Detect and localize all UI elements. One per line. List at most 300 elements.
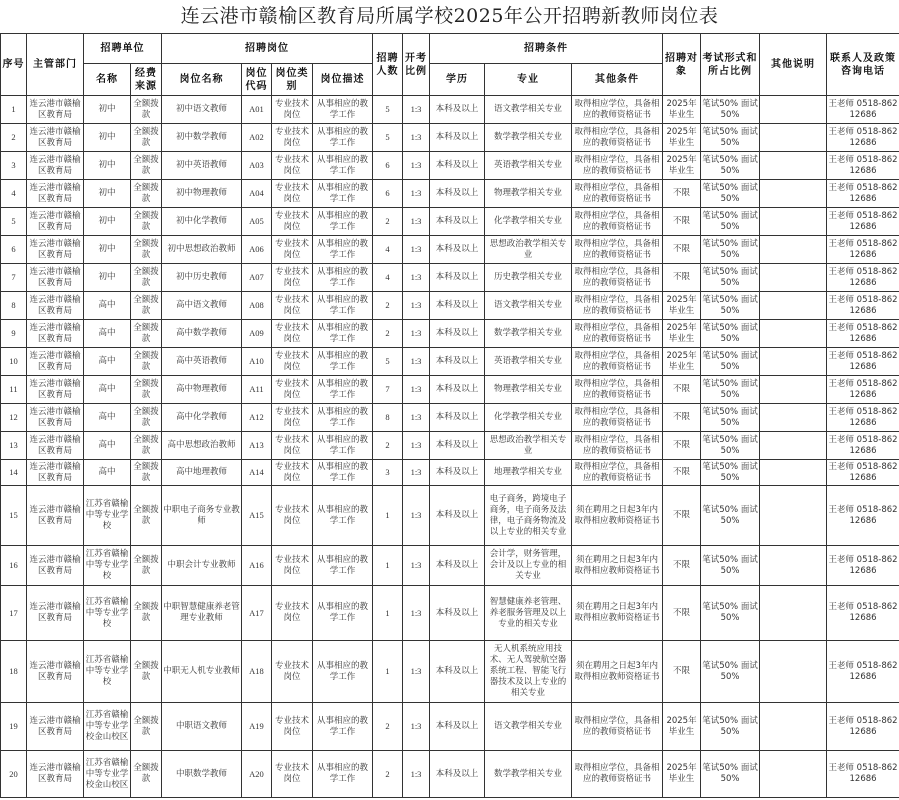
- cell-post-code: A13: [242, 432, 272, 460]
- cell-unit: 高中: [84, 348, 131, 376]
- cell-ratio: 1:3: [403, 348, 430, 376]
- cell-post-name: 中职智慧健康养老管理专业教师: [162, 586, 242, 641]
- cell-education: 本科及以上: [430, 641, 485, 703]
- cell-post-desc: 从事相应的教学工作: [313, 208, 373, 236]
- cell-post-name: 高中英语教师: [162, 348, 242, 376]
- cell-target: 不限: [663, 460, 701, 486]
- cell-dept: 连云港市赣榆区教育局: [27, 292, 84, 320]
- cell-target: 不限: [663, 236, 701, 264]
- cell-post-type: 专业技术岗位: [272, 432, 313, 460]
- cell-education: 本科及以上: [430, 751, 485, 798]
- cell-post-name: 高中地理教师: [162, 460, 242, 486]
- cell-dept: 连云港市赣榆区教育局: [27, 641, 84, 703]
- cell-funding: 全额拨款: [131, 432, 162, 460]
- cell-dept: 连云港市赣榆区教育局: [27, 124, 84, 152]
- cell-contact: 王老师 0518-86212686: [827, 641, 899, 703]
- cell-ratio: 1:3: [403, 152, 430, 180]
- cell-dept: 连云港市赣榆区教育局: [27, 586, 84, 641]
- cell-post-code: A02: [242, 124, 272, 152]
- cell-education: 本科及以上: [430, 180, 485, 208]
- cell-count: 1: [373, 641, 403, 703]
- cell-funding: 全额拨款: [131, 180, 162, 208]
- table-row: [1, 751, 899, 798]
- cell-post-type: 专业技术岗位: [272, 96, 313, 124]
- cell-post-code: A17: [242, 586, 272, 641]
- cell-dept: 连云港市赣榆区教育局: [27, 376, 84, 404]
- table-row: [1, 292, 899, 320]
- cell-funding: 全额拨款: [131, 236, 162, 264]
- table-row: [1, 124, 899, 152]
- cell-notes: [760, 292, 827, 320]
- cell-exam: 笔试50% 面试50%: [701, 264, 760, 292]
- cell-ratio: 1:3: [403, 404, 430, 432]
- cell-dept: 连云港市赣榆区教育局: [27, 546, 84, 586]
- cell-education: 本科及以上: [430, 486, 485, 546]
- cell-major: 英语教学相关专业: [485, 152, 572, 180]
- cell-other-cond: 取得相应学位，具备相应的教师资格证书: [572, 152, 663, 180]
- cell-post-type: 专业技术岗位: [272, 486, 313, 546]
- cell-post-desc: 从事相应的教学工作: [313, 703, 373, 751]
- cell-post-type: 专业技术岗位: [272, 703, 313, 751]
- cell-seq: 11: [1, 376, 27, 404]
- cell-seq: 18: [1, 641, 27, 703]
- cell-exam: 笔试50% 面试50%: [701, 586, 760, 641]
- table-row: [1, 703, 899, 751]
- cell-post-name: 初中历史教师: [162, 264, 242, 292]
- cell-other-cond: 取得相应学位，具备相应的教师资格证书: [572, 236, 663, 264]
- cell-other-cond: 须在聘用之日起3年内取得相应教师资格证书: [572, 641, 663, 703]
- cell-count: 2: [373, 208, 403, 236]
- cell-count: 1: [373, 546, 403, 586]
- table-row: [1, 460, 899, 486]
- cell-other-cond: 取得相应学位，具备相应的教师资格证书: [572, 703, 663, 751]
- cell-contact: 王老师 0518-86212686: [827, 124, 899, 152]
- cell-other-cond: 取得相应学位，具备相应的教师资格证书: [572, 404, 663, 432]
- cell-unit: 初中: [84, 264, 131, 292]
- cell-seq: 13: [1, 432, 27, 460]
- cell-major: 物理教学相关专业: [485, 180, 572, 208]
- header-education: 学历: [430, 64, 485, 96]
- header-post-type: 岗位类别: [272, 64, 313, 96]
- cell-ratio: 1:3: [403, 546, 430, 586]
- cell-post-desc: 从事相应的教学工作: [313, 376, 373, 404]
- cell-target: 不限: [663, 546, 701, 586]
- cell-post-code: A05: [242, 208, 272, 236]
- cell-post-type: 专业技术岗位: [272, 751, 313, 798]
- cell-post-desc: 从事相应的教学工作: [313, 152, 373, 180]
- cell-notes: [760, 751, 827, 798]
- cell-unit: 高中: [84, 292, 131, 320]
- cell-post-name: 初中英语教师: [162, 152, 242, 180]
- header-unit-name: 名称: [84, 64, 131, 96]
- cell-education: 本科及以上: [430, 348, 485, 376]
- cell-post-code: A04: [242, 180, 272, 208]
- cell-funding: 全额拨款: [131, 546, 162, 586]
- cell-seq: 9: [1, 320, 27, 348]
- cell-other-cond: 取得相应学位，具备相应的教师资格证书: [572, 751, 663, 798]
- table-row: [1, 264, 899, 292]
- cell-post-type: 专业技术岗位: [272, 376, 313, 404]
- cell-count: 5: [373, 348, 403, 376]
- cell-seq: 1: [1, 96, 27, 124]
- cell-post-name: 初中语文教师: [162, 96, 242, 124]
- cell-dept: 连云港市赣榆区教育局: [27, 432, 84, 460]
- cell-contact: 王老师 0518-86212686: [827, 236, 899, 264]
- cell-notes: [760, 96, 827, 124]
- cell-contact: 王老师 0518-86212686: [827, 751, 899, 798]
- cell-post-code: A19: [242, 703, 272, 751]
- header-seq: 序号: [1, 34, 27, 96]
- cell-dept: 连云港市赣榆区教育局: [27, 348, 84, 376]
- cell-other-cond: 取得相应学位，具备相应的教师资格证书: [572, 348, 663, 376]
- cell-other-cond: 取得相应学位，具备相应的教师资格证书: [572, 320, 663, 348]
- cell-count: 6: [373, 152, 403, 180]
- cell-seq: 8: [1, 292, 27, 320]
- cell-count: 1: [373, 486, 403, 546]
- cell-exam: 笔试50% 面试50%: [701, 124, 760, 152]
- cell-notes: [760, 586, 827, 641]
- cell-post-desc: 从事相应的教学工作: [313, 180, 373, 208]
- cell-seq: 16: [1, 546, 27, 586]
- cell-contact: 王老师 0518-86212686: [827, 486, 899, 546]
- cell-count: 3: [373, 460, 403, 486]
- header-exam: 考试形式和所占比例: [701, 34, 760, 96]
- cell-ratio: 1:3: [403, 586, 430, 641]
- cell-contact: 王老师 0518-86212686: [827, 208, 899, 236]
- cell-unit: 高中: [84, 376, 131, 404]
- cell-post-type: 专业技术岗位: [272, 292, 313, 320]
- cell-other-cond: 须在聘用之日起3年内取得相应教师资格证书: [572, 486, 663, 546]
- cell-education: 本科及以上: [430, 96, 485, 124]
- cell-contact: 王老师 0518-86212686: [827, 703, 899, 751]
- cell-education: 本科及以上: [430, 432, 485, 460]
- cell-target: 2025年毕业生: [663, 152, 701, 180]
- cell-exam: 笔试50% 面试50%: [701, 292, 760, 320]
- cell-seq: 4: [1, 180, 27, 208]
- cell-exam: 笔试50% 面试50%: [701, 348, 760, 376]
- cell-seq: 20: [1, 751, 27, 798]
- cell-count: 5: [373, 124, 403, 152]
- cell-notes: [760, 404, 827, 432]
- cell-education: 本科及以上: [430, 586, 485, 641]
- cell-post-name: 中职电子商务专业教师: [162, 486, 242, 546]
- header-count: 招聘人数: [373, 34, 403, 96]
- cell-education: 本科及以上: [430, 264, 485, 292]
- cell-unit: 江苏省赣榆中等专业学校: [84, 546, 131, 586]
- cell-funding: 全额拨款: [131, 404, 162, 432]
- cell-contact: 王老师 0518-86212686: [827, 152, 899, 180]
- cell-exam: 笔试50% 面试50%: [701, 460, 760, 486]
- cell-funding: 全额拨款: [131, 751, 162, 798]
- cell-post-type: 专业技术岗位: [272, 320, 313, 348]
- cell-post-code: A10: [242, 348, 272, 376]
- cell-other-cond: 须在聘用之日起3年内取得相应教师资格证书: [572, 546, 663, 586]
- cell-notes: [760, 432, 827, 460]
- header-funding: 经费来源: [131, 64, 162, 96]
- cell-target: 2025年毕业生: [663, 348, 701, 376]
- cell-post-name: 初中物理教师: [162, 180, 242, 208]
- cell-major: 数学教学相关专业: [485, 124, 572, 152]
- cell-unit: 高中: [84, 460, 131, 486]
- cell-ratio: 1:3: [403, 432, 430, 460]
- cell-post-desc: 从事相应的教学工作: [313, 348, 373, 376]
- table-row: [1, 641, 899, 703]
- cell-exam: 笔试50% 面试50%: [701, 236, 760, 264]
- cell-funding: 全额拨款: [131, 320, 162, 348]
- header-post-code: 岗位代码: [242, 64, 272, 96]
- cell-post-code: A15: [242, 486, 272, 546]
- cell-seq: 14: [1, 460, 27, 486]
- cell-notes: [760, 348, 827, 376]
- cell-post-desc: 从事相应的教学工作: [313, 546, 373, 586]
- cell-post-name: 中职无人机专业教师: [162, 641, 242, 703]
- cell-exam: 笔试50% 面试50%: [701, 320, 760, 348]
- cell-target: 2025年毕业生: [663, 124, 701, 152]
- cell-education: 本科及以上: [430, 320, 485, 348]
- cell-dept: 连云港市赣榆区教育局: [27, 236, 84, 264]
- cell-major: 语文教学相关专业: [485, 703, 572, 751]
- cell-funding: 全额拨款: [131, 586, 162, 641]
- cell-seq: 2: [1, 124, 27, 152]
- cell-contact: 王老师 0518-86212686: [827, 460, 899, 486]
- cell-ratio: 1:3: [403, 460, 430, 486]
- cell-count: 2: [373, 751, 403, 798]
- cell-post-code: A14: [242, 460, 272, 486]
- cell-funding: 全额拨款: [131, 264, 162, 292]
- cell-ratio: 1:3: [403, 703, 430, 751]
- cell-exam: 笔试50% 面试50%: [701, 208, 760, 236]
- cell-notes: [760, 486, 827, 546]
- table-row: [1, 376, 899, 404]
- cell-target: 2025年毕业生: [663, 751, 701, 798]
- cell-seq: 12: [1, 404, 27, 432]
- cell-funding: 全额拨款: [131, 124, 162, 152]
- cell-post-desc: 从事相应的教学工作: [313, 586, 373, 641]
- cell-count: 5: [373, 96, 403, 124]
- cell-dept: 连云港市赣榆区教育局: [27, 460, 84, 486]
- cell-major: 数学教学相关专业: [485, 320, 572, 348]
- header-contact: 联系人及政策咨询电话: [827, 34, 899, 96]
- cell-major: 英语教学相关专业: [485, 348, 572, 376]
- cell-post-name: 初中思想政治教师: [162, 236, 242, 264]
- cell-post-desc: 从事相应的教学工作: [313, 292, 373, 320]
- cell-exam: 笔试50% 面试50%: [701, 152, 760, 180]
- cell-contact: 王老师 0518-86212686: [827, 292, 899, 320]
- cell-dept: 连云港市赣榆区教育局: [27, 180, 84, 208]
- table-row: [1, 320, 899, 348]
- cell-post-type: 专业技术岗位: [272, 264, 313, 292]
- cell-funding: 全额拨款: [131, 96, 162, 124]
- cell-notes: [760, 180, 827, 208]
- cell-notes: [760, 320, 827, 348]
- cell-funding: 全额拨款: [131, 348, 162, 376]
- header-post-group: 招聘岗位: [162, 34, 373, 64]
- cell-post-name: 高中数学教师: [162, 320, 242, 348]
- cell-other-cond: 取得相应学位，具备相应的教师资格证书: [572, 432, 663, 460]
- header-post-desc: 岗位描述: [313, 64, 373, 96]
- cell-notes: [760, 703, 827, 751]
- cell-post-code: A12: [242, 404, 272, 432]
- cell-count: 4: [373, 236, 403, 264]
- cell-dept: 连云港市赣榆区教育局: [27, 703, 84, 751]
- cell-ratio: 1:3: [403, 292, 430, 320]
- table-row: [1, 208, 899, 236]
- cell-major: 思想政治教学相关专业: [485, 236, 572, 264]
- table-body: [1, 96, 899, 798]
- cell-post-desc: 从事相应的教学工作: [313, 236, 373, 264]
- cell-other-cond: 取得相应学位，具备相应的教师资格证书: [572, 460, 663, 486]
- cell-count: 6: [373, 180, 403, 208]
- header-ratio: 开考比例: [403, 34, 430, 96]
- cell-contact: 王老师 0518-86212686: [827, 96, 899, 124]
- table-row: [1, 152, 899, 180]
- cell-count: 7: [373, 376, 403, 404]
- cell-unit: 江苏省赣榆中等专业学校金山校区: [84, 751, 131, 798]
- cell-target: 2025年毕业生: [663, 292, 701, 320]
- cell-target: 不限: [663, 486, 701, 546]
- header-other-cond: 其他条件: [572, 64, 663, 96]
- table-row: [1, 404, 899, 432]
- cell-major: 会计学，财务管理，会计及以上专业的相关专业: [485, 546, 572, 586]
- table-row: [1, 546, 899, 586]
- header-dept: 主管部门: [27, 34, 84, 96]
- cell-education: 本科及以上: [430, 292, 485, 320]
- cell-exam: 笔试50% 面试50%: [701, 546, 760, 586]
- cell-post-code: A03: [242, 152, 272, 180]
- cell-post-name: 高中化学教师: [162, 404, 242, 432]
- page-title: 连云港市赣榆区教育局所属学校2025年公开招聘新教师岗位表: [180, 5, 719, 27]
- table-row: [1, 180, 899, 208]
- cell-other-cond: 取得相应学位，具备相应的教师资格证书: [572, 124, 663, 152]
- cell-major: 思想政治教学相关专业: [485, 432, 572, 460]
- cell-target: 不限: [663, 376, 701, 404]
- cell-major: 无人机系统应用技术、无人驾驶航空器系统工程、智能飞行器技术及以上专业的相关专业: [485, 641, 572, 703]
- cell-major: 智慧健康养老管理、养老服务管理及以上专业的相关专业: [485, 586, 572, 641]
- cell-unit: 江苏省赣榆中等专业学校: [84, 486, 131, 546]
- cell-seq: 10: [1, 348, 27, 376]
- cell-post-desc: 从事相应的教学工作: [313, 264, 373, 292]
- cell-post-name: 高中物理教师: [162, 376, 242, 404]
- cell-dept: 连云港市赣榆区教育局: [27, 320, 84, 348]
- cell-education: 本科及以上: [430, 404, 485, 432]
- cell-dept: 连云港市赣榆区教育局: [27, 96, 84, 124]
- cell-contact: 王老师 0518-86212686: [827, 546, 899, 586]
- cell-ratio: 1:3: [403, 124, 430, 152]
- cell-unit: 江苏省赣榆中等专业学校金山校区: [84, 703, 131, 751]
- cell-post-desc: 从事相应的教学工作: [313, 432, 373, 460]
- cell-count: 2: [373, 320, 403, 348]
- cell-target: 不限: [663, 586, 701, 641]
- header-notes: 其他说明: [760, 34, 827, 96]
- cell-post-type: 专业技术岗位: [272, 236, 313, 264]
- cell-target: 不限: [663, 180, 701, 208]
- cell-post-type: 专业技术岗位: [272, 404, 313, 432]
- cell-contact: 王老师 0518-86212686: [827, 264, 899, 292]
- cell-contact: 王老师 0518-86212686: [827, 376, 899, 404]
- cell-post-desc: 从事相应的教学工作: [313, 460, 373, 486]
- cell-notes: [760, 376, 827, 404]
- cell-major: 语文教学相关专业: [485, 96, 572, 124]
- table-row: [1, 236, 899, 264]
- cell-post-name: 中职会计专业教师: [162, 546, 242, 586]
- header-cond-group: 招聘条件: [430, 34, 663, 64]
- cell-count: 2: [373, 432, 403, 460]
- cell-notes: [760, 460, 827, 486]
- cell-unit: 江苏省赣榆中等专业学校: [84, 641, 131, 703]
- cell-post-desc: 从事相应的教学工作: [313, 320, 373, 348]
- header-major: 专业: [485, 64, 572, 96]
- cell-dept: 连云港市赣榆区教育局: [27, 751, 84, 798]
- cell-ratio: 1:3: [403, 320, 430, 348]
- cell-ratio: 1:3: [403, 486, 430, 546]
- cell-other-cond: 取得相应学位，具备相应的教师资格证书: [572, 292, 663, 320]
- cell-post-code: A18: [242, 641, 272, 703]
- cell-unit: 初中: [84, 208, 131, 236]
- cell-other-cond: 取得相应学位，具备相应的教师资格证书: [572, 376, 663, 404]
- cell-contact: 王老师 0518-86212686: [827, 320, 899, 348]
- table-row: [1, 586, 899, 641]
- cell-major: 语文教学相关专业: [485, 292, 572, 320]
- cell-unit: 高中: [84, 320, 131, 348]
- cell-funding: 全额拨款: [131, 292, 162, 320]
- cell-post-name: 中职语文教师: [162, 703, 242, 751]
- cell-post-desc: 从事相应的教学工作: [313, 751, 373, 798]
- cell-post-code: A08: [242, 292, 272, 320]
- cell-funding: 全额拨款: [131, 486, 162, 546]
- cell-post-desc: 从事相应的教学工作: [313, 486, 373, 546]
- cell-post-code: A20: [242, 751, 272, 798]
- cell-contact: 王老师 0518-86212686: [827, 586, 899, 641]
- cell-post-code: A01: [242, 96, 272, 124]
- cell-education: 本科及以上: [430, 208, 485, 236]
- cell-count: 8: [373, 404, 403, 432]
- cell-target: 不限: [663, 641, 701, 703]
- table-row: [1, 96, 899, 124]
- cell-notes: [760, 208, 827, 236]
- cell-exam: 笔试50% 面试50%: [701, 641, 760, 703]
- table-row: [1, 348, 899, 376]
- cell-ratio: 1:3: [403, 96, 430, 124]
- cell-seq: 19: [1, 703, 27, 751]
- cell-target: 不限: [663, 404, 701, 432]
- cell-count: 2: [373, 292, 403, 320]
- cell-contact: 王老师 0518-86212686: [827, 180, 899, 208]
- cell-count: 2: [373, 703, 403, 751]
- cell-post-desc: 从事相应的教学工作: [313, 641, 373, 703]
- cell-post-name: 中职数学教师: [162, 751, 242, 798]
- cell-exam: 笔试50% 面试50%: [701, 180, 760, 208]
- cell-count: 4: [373, 264, 403, 292]
- cell-post-name: 初中数学教师: [162, 124, 242, 152]
- cell-other-cond: 取得相应学位，具备相应的教师资格证书: [572, 208, 663, 236]
- cell-target: 2025年毕业生: [663, 320, 701, 348]
- cell-post-name: 初中化学教师: [162, 208, 242, 236]
- cell-notes: [760, 152, 827, 180]
- cell-post-code: A11: [242, 376, 272, 404]
- cell-post-desc: 从事相应的教学工作: [313, 404, 373, 432]
- cell-ratio: 1:3: [403, 641, 430, 703]
- cell-notes: [760, 236, 827, 264]
- cell-funding: 全额拨款: [131, 460, 162, 486]
- cell-funding: 全额拨款: [131, 703, 162, 751]
- cell-seq: 17: [1, 586, 27, 641]
- cell-unit: 初中: [84, 236, 131, 264]
- cell-target: 不限: [663, 432, 701, 460]
- cell-post-type: 专业技术岗位: [272, 460, 313, 486]
- cell-major: 物理教学相关专业: [485, 376, 572, 404]
- cell-ratio: 1:3: [403, 180, 430, 208]
- cell-seq: 5: [1, 208, 27, 236]
